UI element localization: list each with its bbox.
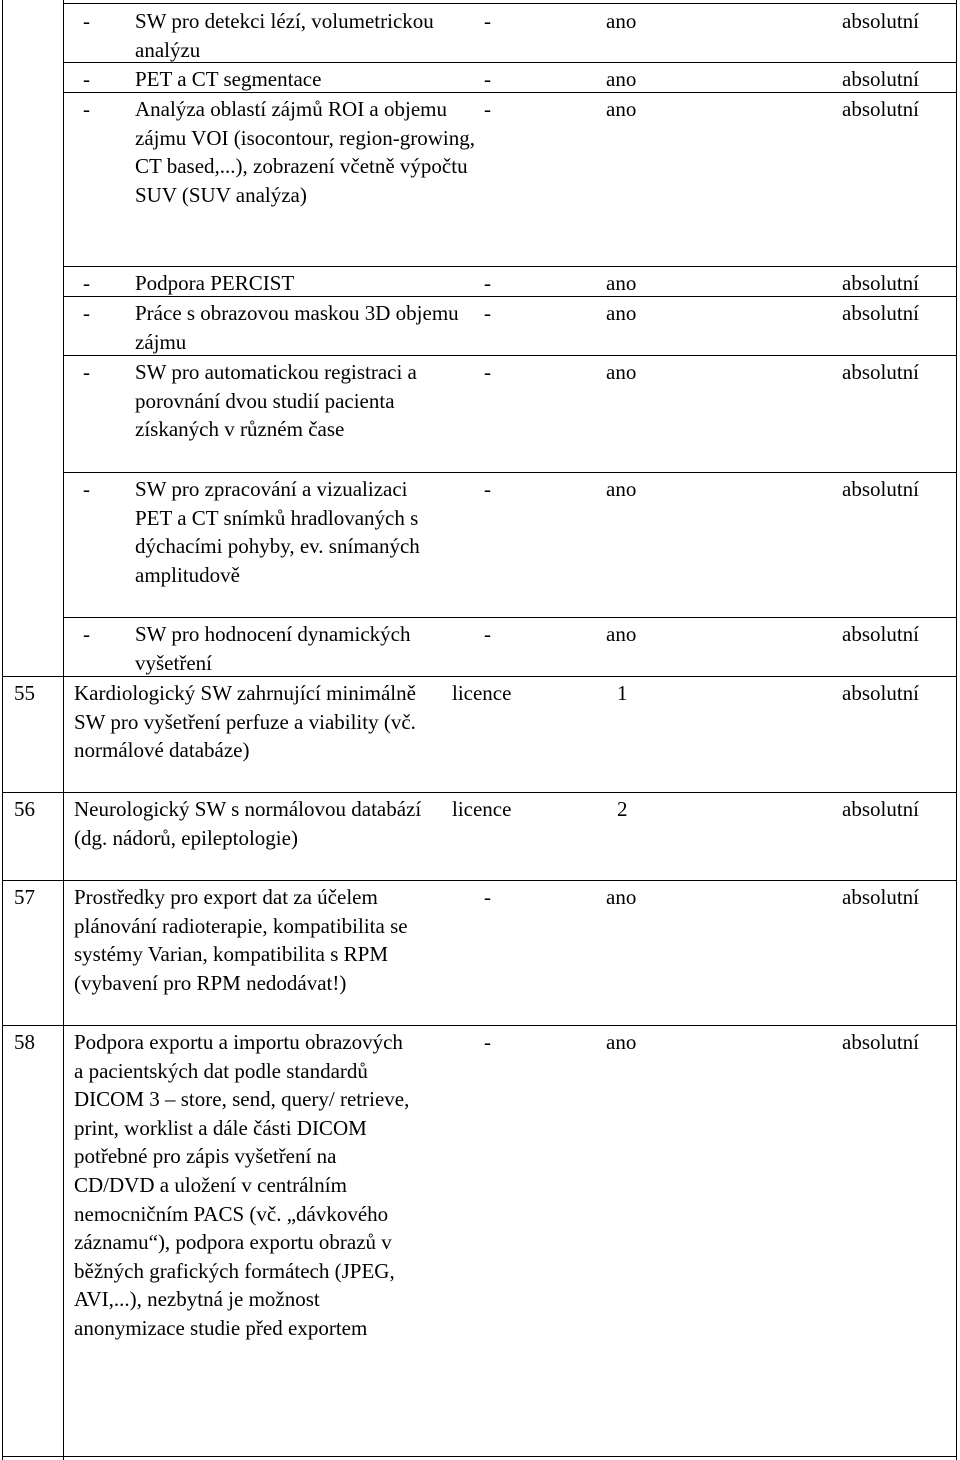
row-description: Prostředky pro export dat za účelem plánování radioterapie, kompatibilita se systémy Varian, kompatibilita s RPM (vybavení pro RPM nedodávat!) — [74, 885, 408, 995]
unit-cell: - — [484, 360, 491, 384]
table-border-left — [2, 0, 3, 1460]
table-row — [74, 1028, 414, 1343]
unit-cell: - — [484, 67, 491, 91]
row-description: SW pro zpracování a vizualizaci PET a CT snímků hradlovaných s dýchacími pohyby, ev. snímaných amplitudově — [135, 477, 420, 587]
row-divider — [63, 472, 956, 473]
quantity-cell: ano — [606, 67, 637, 91]
row-description: Neurologický SW s normálovou databází (dg. nádorů, epileptologie) — [74, 797, 422, 850]
table-row — [83, 620, 455, 677]
row-description: SW pro hodnocení dynamických vyšetření — [135, 622, 411, 675]
unit-cell: - — [484, 301, 491, 325]
row-divider — [63, 617, 956, 618]
table-row — [83, 65, 515, 94]
requirement-cell: absolutní — [842, 301, 919, 325]
table-row — [83, 7, 475, 64]
row-divider — [2, 792, 956, 793]
row-description: SW pro detekci lézí, volumetrickou analýzu — [135, 9, 434, 62]
row-dash: - — [83, 9, 90, 33]
unit-cell: licence — [452, 681, 512, 705]
row-dash: - — [83, 622, 90, 646]
row-number: 55 — [14, 681, 35, 705]
quantity-cell: 2 — [617, 797, 628, 821]
requirement-cell: absolutní — [842, 67, 919, 91]
row-dash: - — [83, 67, 90, 91]
unit-cell: - — [484, 9, 491, 33]
row-divider — [2, 1025, 956, 1026]
unit-cell: - — [484, 271, 491, 295]
requirement-cell: absolutní — [842, 681, 919, 705]
row-description: Kardiologický SW zahrnující minimálně SW pro vyšetření perfuze a viability (vč. normálové databáze) — [74, 681, 416, 763]
table-row — [74, 795, 434, 852]
requirement-cell: absolutní — [842, 797, 919, 821]
row-divider — [2, 880, 956, 881]
requirement-cell: absolutní — [842, 477, 919, 501]
table-row — [83, 358, 455, 444]
table-row — [83, 299, 465, 356]
table-row — [74, 679, 434, 765]
row-number: 58 — [14, 1030, 35, 1054]
requirement-cell: absolutní — [842, 1030, 919, 1054]
table-row — [83, 475, 445, 589]
quantity-cell: ano — [606, 622, 637, 646]
row-divider — [63, 266, 956, 267]
requirement-cell: absolutní — [842, 97, 919, 121]
quantity-cell: ano — [606, 885, 637, 909]
quantity-cell: ano — [606, 301, 637, 325]
row-description: Práce s obrazovou maskou 3D objemu zájmu — [135, 301, 459, 354]
row-dash: - — [83, 360, 90, 384]
row-number: 56 — [14, 797, 35, 821]
table-row — [83, 95, 485, 209]
row-description: Analýza oblastí zájmů ROI a objemu zájmu VOI (isocontour, region-growing, CT based,...), zobrazení včetně výpočtu SUV (SUV analýza) — [135, 97, 475, 207]
requirement-cell: absolutní — [842, 9, 919, 33]
requirement-cell: absolutní — [842, 885, 919, 909]
row-description: Podpora exportu a importu obrazových a pacientských dat podle standardů DICOM 3 – store, send, query/ retrieve, print, worklist a dále části DICOM potřebné pro zápis vyšetření na CD/DVD a uložení v centrálním nemocničním PACS (vč. „dávkového záznamu“), podpora exportu obrazů v běžných grafických formátech (JPEG, AVI,...), nezbytná je možnost anonymizace studie před exportem — [74, 1030, 410, 1340]
quantity-cell: ano — [606, 9, 637, 33]
quantity-cell: ano — [606, 1030, 637, 1054]
unit-cell: licence — [452, 797, 512, 821]
table-border-numcol — [63, 0, 64, 1460]
quantity-cell: ano — [606, 360, 637, 384]
row-dash: - — [83, 477, 90, 501]
quantity-cell: 1 — [617, 681, 628, 705]
row-description: Podpora PERCIST — [135, 271, 295, 295]
row-description: PET a CT segmentace — [135, 67, 322, 91]
requirement-cell: absolutní — [842, 271, 919, 295]
table-row — [83, 269, 515, 298]
unit-cell: - — [484, 622, 491, 646]
quantity-cell: ano — [606, 97, 637, 121]
row-number: 57 — [14, 885, 35, 909]
row-divider — [63, 3, 956, 4]
row-dash: - — [83, 97, 90, 121]
unit-cell: - — [484, 885, 491, 909]
unit-cell: - — [484, 97, 491, 121]
unit-cell: - — [484, 1030, 491, 1054]
unit-cell: - — [484, 477, 491, 501]
row-dash: - — [83, 301, 90, 325]
row-dash: - — [83, 271, 90, 295]
table-row — [74, 883, 419, 997]
requirement-cell: absolutní — [842, 360, 919, 384]
quantity-cell: ano — [606, 271, 637, 295]
quantity-cell: ano — [606, 477, 637, 501]
requirement-cell: absolutní — [842, 622, 919, 646]
row-divider — [2, 1456, 956, 1457]
table-border-right — [956, 0, 957, 1460]
row-description: SW pro automatickou registraci a porovnání dvou studií pacienta získaných v různém čase — [135, 360, 417, 442]
